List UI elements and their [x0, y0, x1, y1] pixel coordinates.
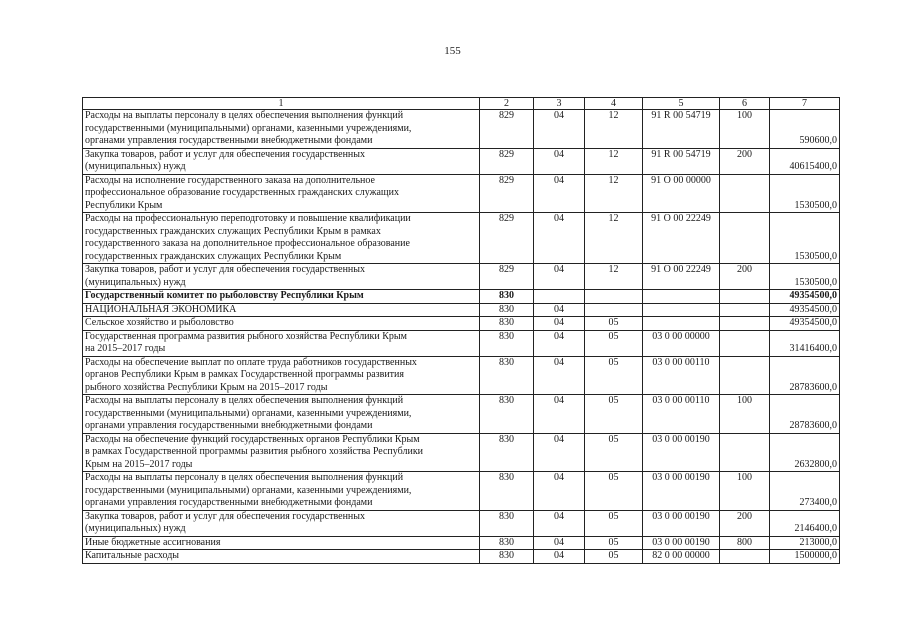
- table-row: [83, 510, 840, 536]
- description-line: Расходы на исполнение государственного заказа на дополнительное: [85, 174, 375, 186]
- amount-cell: 590600,0: [770, 110, 840, 149]
- subsection-code-cell: 12: [585, 110, 643, 149]
- expense-type-cell: [720, 433, 770, 472]
- ministry-code-cell: 830: [480, 330, 534, 356]
- description-line: Расходы на обеспечение выплат по оплате труда работников государственных: [85, 356, 417, 368]
- expense-type-cell: [720, 550, 770, 564]
- description-line: профессиональное образование государственных гражданских служащих: [85, 187, 399, 198]
- header-cell: 7: [770, 98, 840, 110]
- amount-cell: 273400,0: [770, 472, 840, 511]
- description-line: (муниципальных) нужд: [85, 276, 186, 288]
- target-article-cell: 03 0 00 00110: [643, 395, 720, 434]
- section-code-cell: 04: [534, 395, 585, 434]
- section-code-cell: 04: [534, 317, 585, 331]
- header-row: [83, 98, 840, 110]
- ministry-code-cell: 830: [480, 317, 534, 331]
- description-cell: [83, 174, 480, 213]
- expense-type-cell: [720, 330, 770, 356]
- target-article-cell: [643, 303, 720, 317]
- expense-type-cell: [720, 290, 770, 304]
- section-code-cell: 04: [534, 148, 585, 174]
- header-cell: 6: [720, 98, 770, 110]
- subsection-code-cell: 12: [585, 264, 643, 290]
- section-code-cell: 04: [534, 330, 585, 356]
- subsection-code-cell: 12: [585, 213, 643, 264]
- target-article-cell: 82 0 00 00000: [643, 550, 720, 564]
- target-article-cell: 91 R 00 54719: [643, 148, 720, 174]
- description-line: Расходы на выплаты персоналу в целях обеспечения выполнения функций: [85, 472, 404, 483]
- expense-type-cell: [720, 174, 770, 213]
- section-code-cell: 04: [534, 174, 585, 213]
- target-article-cell: [643, 290, 720, 304]
- section-code-cell: 04: [534, 550, 585, 564]
- subsection-code-cell: 05: [585, 550, 643, 564]
- description-cell: [83, 550, 480, 564]
- target-article-cell: 91 О 00 22249: [643, 213, 720, 264]
- table-row: [83, 472, 840, 511]
- ministry-code-cell: 830: [480, 433, 534, 472]
- ministry-code-cell: 830: [480, 472, 534, 511]
- amount-cell: 28783600,0: [770, 356, 840, 395]
- section-code-cell: 04: [534, 303, 585, 317]
- table-row: [83, 536, 840, 550]
- description-cell: [83, 330, 480, 356]
- description-line: государственными (муниципальными) органами, казенными учреждениями,: [85, 122, 412, 134]
- subsection-code-cell: [585, 290, 643, 304]
- description-line: государственными (муниципальными) органами, казенными учреждениями,: [85, 484, 412, 496]
- expense-type-cell: 200: [720, 510, 770, 536]
- description-line: на 2015–2017 годы: [85, 343, 166, 354]
- ministry-code-cell: 829: [480, 148, 534, 174]
- subsection-code-cell: 12: [585, 148, 643, 174]
- target-article-cell: 91 О 00 22249: [643, 264, 720, 290]
- ministry-code-cell: 830: [480, 536, 534, 550]
- description-line: (муниципальных) нужд: [85, 523, 186, 534]
- description-line: Расходы на обеспечение функций государственных органов Республики Крым: [85, 433, 420, 445]
- table-row: [83, 433, 840, 472]
- description-line: Закупка товаров, работ и услуг для обеспечения государственных: [85, 264, 366, 275]
- subsection-code-cell: 05: [585, 536, 643, 550]
- expense-type-cell: 800: [720, 536, 770, 550]
- table-row: [83, 356, 840, 395]
- description-line: Республики Крым: [85, 199, 163, 211]
- description-line: Капитальные расходы: [85, 550, 180, 561]
- ministry-code-cell: 830: [480, 356, 534, 395]
- ministry-code-cell: 829: [480, 213, 534, 264]
- expense-type-cell: 200: [720, 264, 770, 290]
- description-line: государственного заказа на дополнительное профессиональное образование: [85, 238, 410, 249]
- table-row: [83, 303, 840, 317]
- subsection-code-cell: 05: [585, 433, 643, 472]
- section-code-cell: [534, 290, 585, 304]
- description-line: государственными (муниципальными) органами, казенными учреждениями,: [85, 407, 412, 419]
- subsection-code-cell: 05: [585, 472, 643, 511]
- description-line: рыбного хозяйства Республики Крым на 2015–2017 годы: [85, 381, 328, 393]
- description-line: в рамках Государственной программы развития рыбного хозяйства Республики: [85, 446, 424, 457]
- description-cell: [83, 303, 480, 317]
- target-article-cell: 03 0 00 00190: [643, 510, 720, 536]
- header-cell: 4: [585, 98, 643, 110]
- description-line: государственных гражданских служащих Республики Крым: [85, 250, 342, 262]
- target-article-cell: 03 0 00 00000: [643, 330, 720, 356]
- amount-cell: 1530500,0: [770, 174, 840, 213]
- amount-cell: 49354500,0: [770, 290, 840, 304]
- description-line: государственных гражданских служащих Республики Крым в рамках: [85, 225, 381, 237]
- table-row: [83, 290, 840, 304]
- expense-type-cell: [720, 317, 770, 331]
- description-line: Иные бюджетные ассигнования: [85, 536, 221, 548]
- header-cell: 1: [83, 98, 480, 110]
- subsection-code-cell: 05: [585, 395, 643, 434]
- ministry-code-cell: 830: [480, 550, 534, 564]
- description-line: органами управления государственными внебюджетными фондами: [85, 135, 373, 146]
- amount-cell: 49354500,0: [770, 303, 840, 317]
- header-cell: 5: [643, 98, 720, 110]
- ministry-code-cell: 829: [480, 174, 534, 213]
- description-line: Закупка товаров, работ и услуг для обеспечения государственных: [85, 510, 366, 522]
- section-code-cell: 04: [534, 536, 585, 550]
- ministry-code-cell: 830: [480, 290, 534, 304]
- subsection-code-cell: 05: [585, 317, 643, 331]
- amount-cell: 2146400,0: [770, 510, 840, 536]
- description-line: Расходы на выплаты персоналу в целях обеспечения выполнения функций: [85, 110, 404, 121]
- expense-type-cell: 100: [720, 395, 770, 434]
- subsection-code-cell: 05: [585, 356, 643, 395]
- subsection-code-cell: 05: [585, 330, 643, 356]
- amount-cell: 1530500,0: [770, 264, 840, 290]
- description-cell: [83, 110, 480, 149]
- description-cell: [83, 472, 480, 511]
- description-line: Расходы на выплаты персоналу в целях обеспечения выполнения функций: [85, 395, 404, 406]
- description-cell: [83, 356, 480, 395]
- amount-cell: 40615400,0: [770, 148, 840, 174]
- section-code-cell: 04: [534, 433, 585, 472]
- table-row: [83, 317, 840, 331]
- target-article-cell: 03 0 00 00190: [643, 536, 720, 550]
- description-cell: [83, 148, 480, 174]
- ministry-code-cell: 830: [480, 510, 534, 536]
- budget-table: [82, 97, 840, 564]
- description-line: Крым на 2015–2017 годы: [85, 458, 193, 470]
- expense-type-cell: 100: [720, 110, 770, 149]
- target-article-cell: 03 0 00 00190: [643, 433, 720, 472]
- expense-type-cell: [720, 303, 770, 317]
- description-cell: [83, 264, 480, 290]
- expense-type-cell: 100: [720, 472, 770, 511]
- section-code-cell: 04: [534, 110, 585, 149]
- expense-type-cell: [720, 356, 770, 395]
- description-line: Государственная программа развития рыбного хозяйства Республики Крым: [85, 330, 407, 342]
- target-article-cell: 03 0 00 00190: [643, 472, 720, 511]
- table-row: [83, 395, 840, 434]
- amount-cell: 31416400,0: [770, 330, 840, 356]
- description-line: Государственный комитет по рыболовству Республики Крым: [85, 290, 364, 301]
- amount-cell: 28783600,0: [770, 395, 840, 434]
- description-cell: [83, 290, 480, 304]
- target-article-cell: 03 0 00 00110: [643, 356, 720, 395]
- table-row: [83, 264, 840, 290]
- description-cell: [83, 536, 480, 550]
- section-code-cell: 04: [534, 264, 585, 290]
- amount-cell: 213000,0: [770, 536, 840, 550]
- description-line: Сельское хозяйство и рыболовство: [85, 317, 234, 328]
- target-article-cell: [643, 317, 720, 331]
- target-article-cell: 91 R 00 54719: [643, 110, 720, 149]
- description-cell: [83, 213, 480, 264]
- header-cell: 3: [534, 98, 585, 110]
- table-row: [83, 174, 840, 213]
- description-cell: [83, 433, 480, 472]
- table-row: [83, 213, 840, 264]
- description-cell: [83, 317, 480, 331]
- section-code-cell: 04: [534, 472, 585, 511]
- expense-type-cell: 200: [720, 148, 770, 174]
- target-article-cell: 91 О 00 00000: [643, 174, 720, 213]
- table-row: [83, 148, 840, 174]
- description-line: органов Республики Крым в рамках Государственной программы развития: [85, 369, 404, 380]
- amount-cell: 49354500,0: [770, 317, 840, 331]
- description-line: органами управления государственными внебюджетными фондами: [85, 497, 373, 508]
- table-row: [83, 550, 840, 564]
- description-line: Закупка товаров, работ и услуг для обеспечения государственных: [85, 148, 366, 160]
- description-line: (муниципальных) нужд: [85, 161, 186, 172]
- table-row: [83, 110, 840, 149]
- page-number: 155: [444, 45, 461, 57]
- subsection-code-cell: [585, 303, 643, 317]
- amount-cell: 2632800,0: [770, 433, 840, 472]
- ministry-code-cell: 829: [480, 264, 534, 290]
- subsection-code-cell: 05: [585, 510, 643, 536]
- section-code-cell: 04: [534, 213, 585, 264]
- amount-cell: 1530500,0: [770, 213, 840, 264]
- description-line: Расходы на профессиональную переподготовку и повышение квалификации: [85, 213, 411, 224]
- ministry-code-cell: 830: [480, 303, 534, 317]
- subsection-code-cell: 12: [585, 174, 643, 213]
- section-code-cell: 04: [534, 510, 585, 536]
- description-cell: [83, 395, 480, 434]
- table-row: [83, 330, 840, 356]
- header-cell: 2: [480, 98, 534, 110]
- amount-cell: 1500000,0: [770, 550, 840, 564]
- ministry-code-cell: 830: [480, 395, 534, 434]
- section-code-cell: 04: [534, 356, 585, 395]
- expense-type-cell: [720, 213, 770, 264]
- description-line: органами управления государственными внебюджетными фондами: [85, 420, 373, 431]
- ministry-code-cell: 829: [480, 110, 534, 149]
- description-cell: [83, 510, 480, 536]
- description-line: НАЦИОНАЛЬНАЯ ЭКОНОМИКА: [85, 303, 237, 315]
